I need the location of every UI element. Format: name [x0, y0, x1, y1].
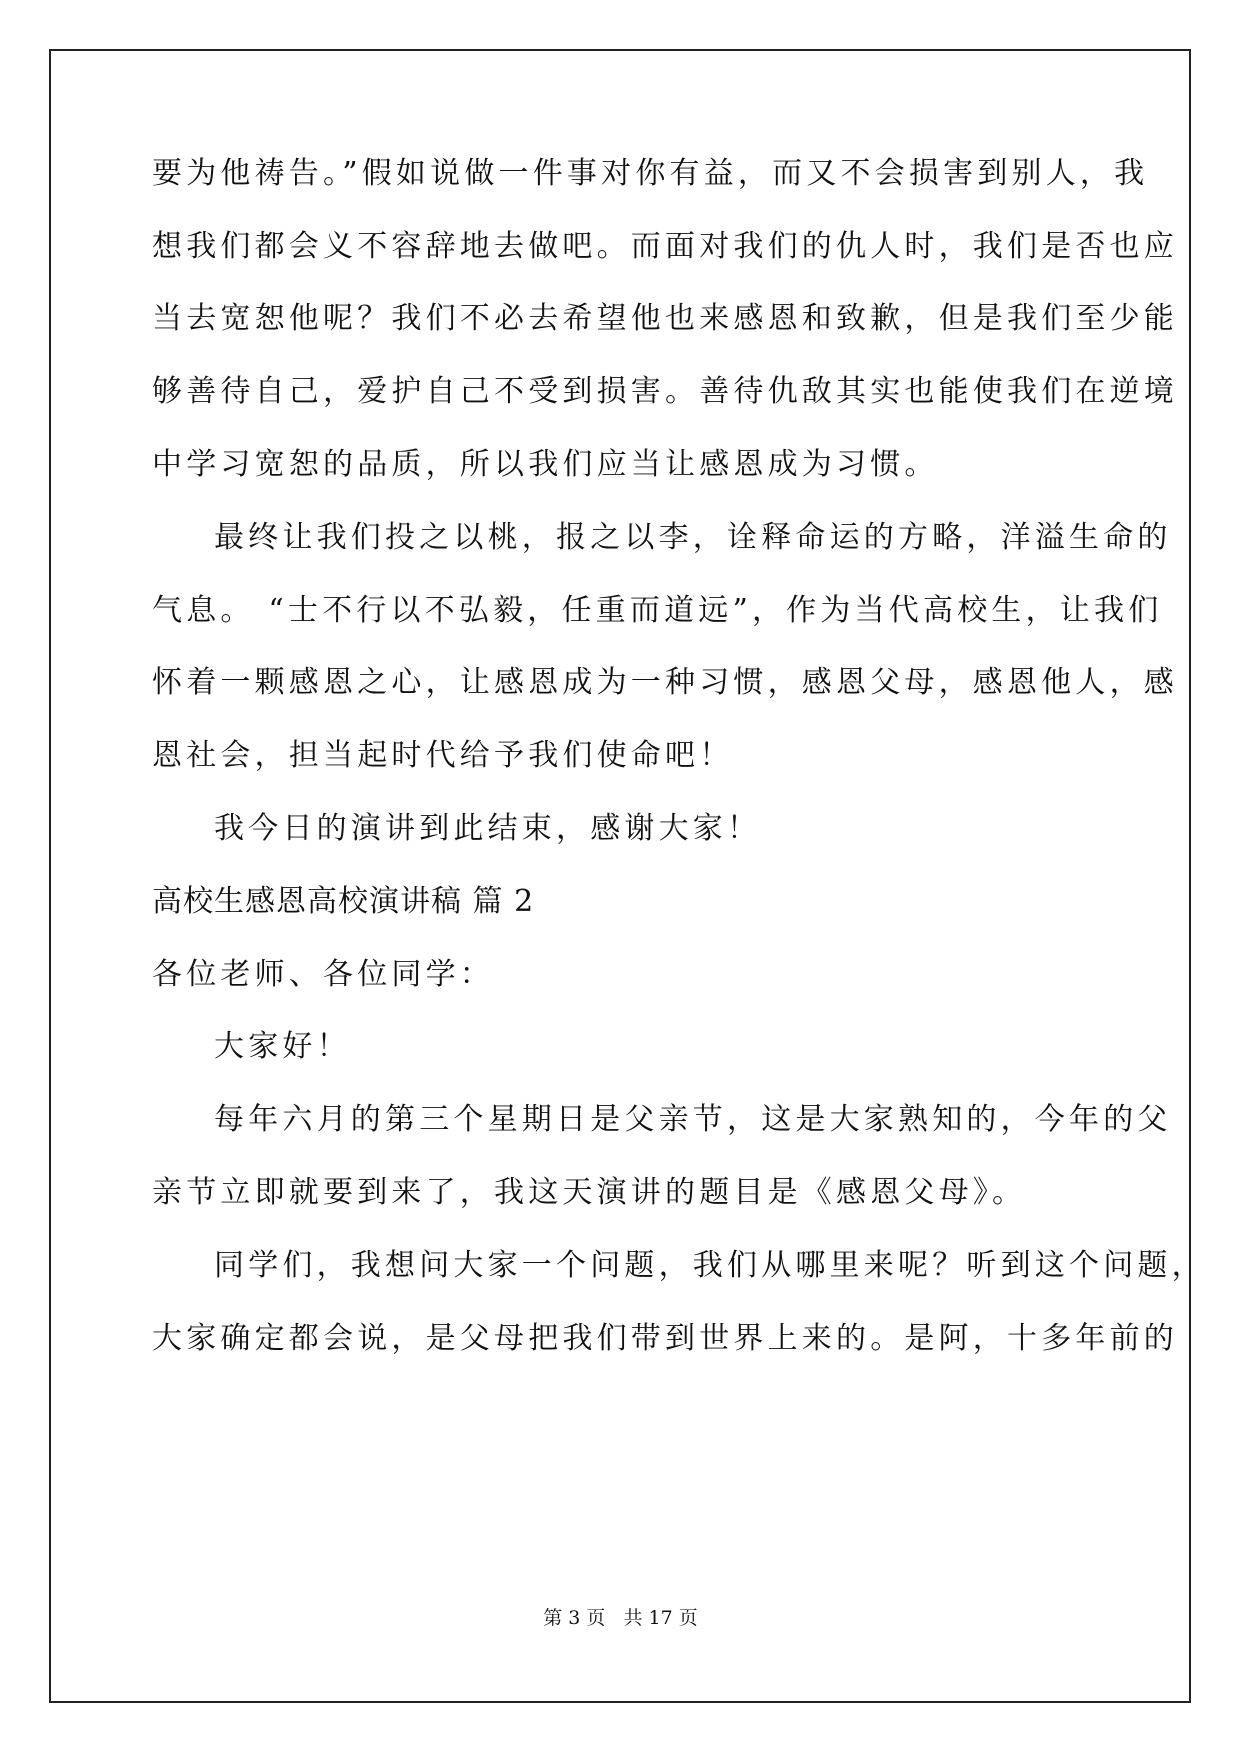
text-line: 亲节立即就要到来了，我这天演讲的题目是《感恩父母》。 [152, 1175, 1027, 1210]
page-number: 第 3 页 [543, 1607, 606, 1629]
text-line: 恩社会，担当起时代给予我们使命吧！ [152, 738, 734, 773]
page-border [49, 49, 1206, 1703]
paragraph-first-line: 每年六月的第三个星期日是父亲节，这是大家熟知的，今年的父 [214, 1102, 1172, 1137]
greeting: 大家好！ [214, 1029, 351, 1064]
total-pages: 共 17 页 [623, 1607, 698, 1629]
page-footer [0, 1606, 1241, 1630]
salutation: 各位老师、各位同学： [152, 957, 494, 992]
text-line: 气息。 “士不行以不弘毅，任重而道远”，作为当代高校生，让我们 [152, 593, 1163, 628]
text-line: 怀着一颗感恩之心，让感恩成为一种习惯，感恩父母，感恩他人，感 [152, 665, 1178, 700]
section-heading: 高校生感恩高校演讲稿 篇 2 [152, 884, 535, 919]
text-line: 够善待自己，爱护自己不受到损害。善待仇敌其实也能使我们在逆境 [152, 374, 1178, 409]
text-line: 当去宽恕他呢？我们不必去希望他也来感恩和致歉，但是我们至少能 [152, 301, 1178, 336]
text-line: 中学习宽恕的品质，所以我们应当让感恩成为习惯。 [152, 447, 939, 482]
paragraph-first-line: 同学们，我想问大家一个问题，我们从哪里来呢？听到这个问题， [214, 1248, 1206, 1283]
closing-line: 我今日的演讲到此结束，感谢大家！ [214, 811, 762, 846]
text-line: 大家确定都会说，是父母把我们带到世界上来的。是阿，十多年前的 [152, 1321, 1178, 1356]
paragraph-first-line: 最终让我们投之以桃，报之以李，诠释命运的方略，洋溢生命的 [214, 520, 1172, 555]
text-line: 要为他祷告。”假如说做一件事对你有益，而又不会损害到别人，我 [152, 156, 1149, 191]
text-line: 想我们都会义不容辞地去做吧。而面对我们的仇人时，我们是否也应 [152, 229, 1178, 264]
